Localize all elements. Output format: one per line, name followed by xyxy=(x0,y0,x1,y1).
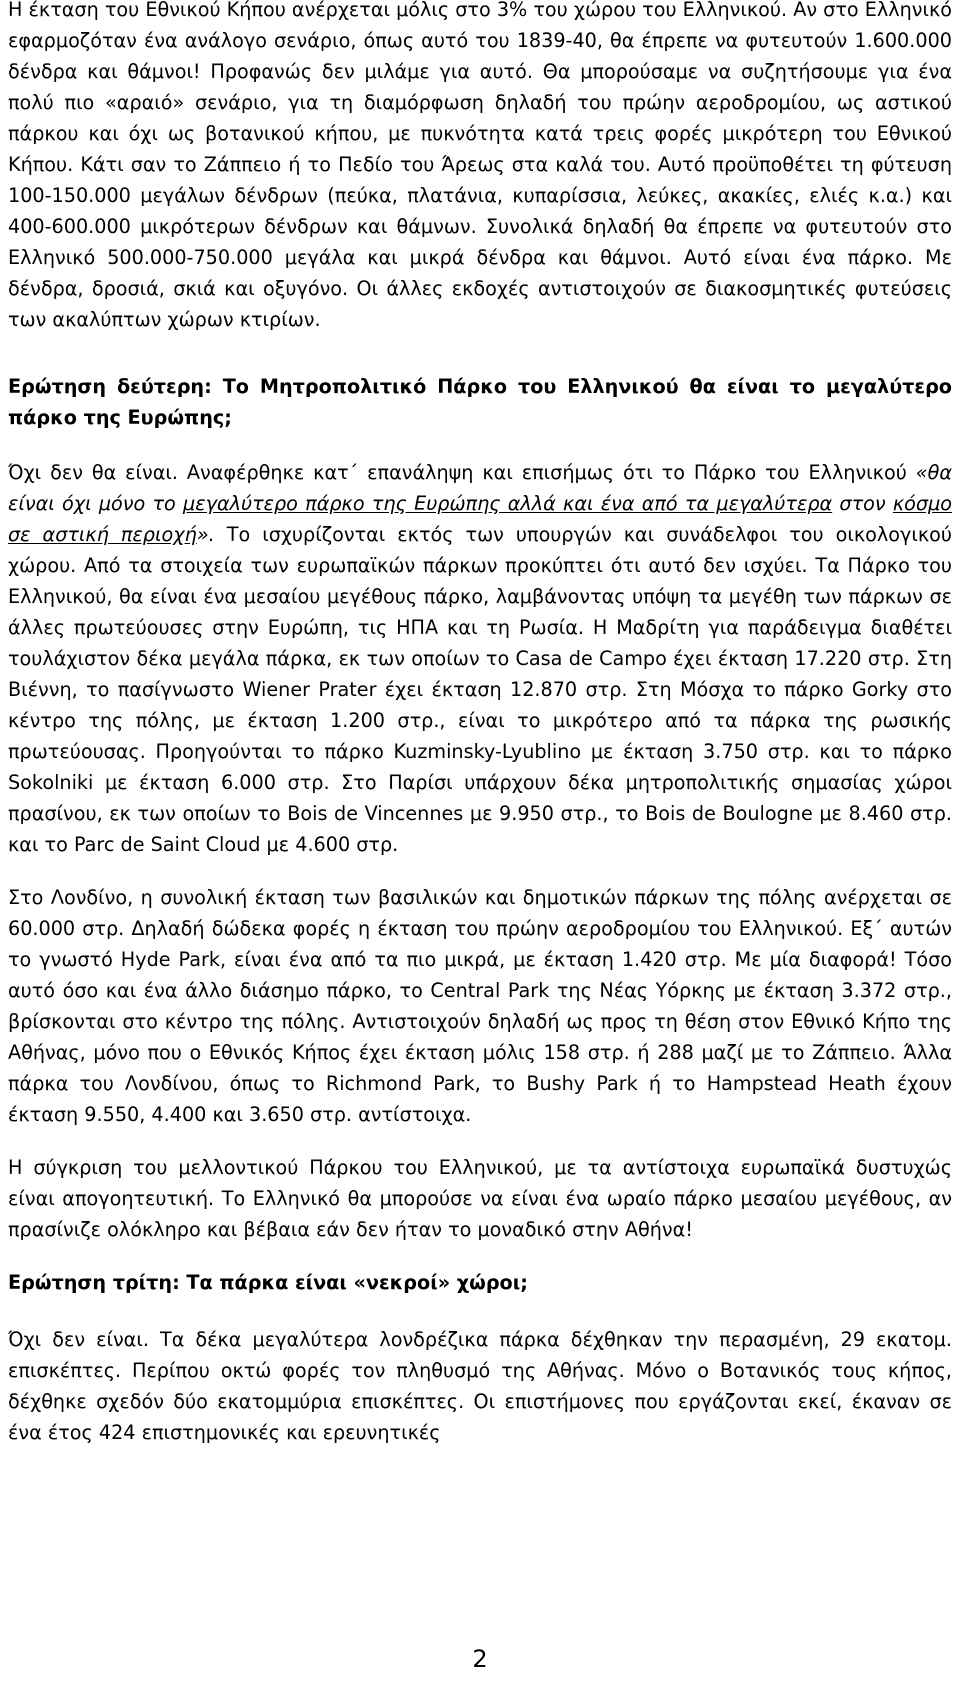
paragraph-park-visitors: Όχι δεν είναι. Τα δέκα μεγαλύτερα λονδρέζικα πάρκα δέχθηκαν την περασμένη, 29 εκατομ. επισκέπτες. Περίπου οκτώ φορές τον πληθυσμό της Αθήνας. Μόνο ο Βοτανικός τους κήπος, δέχθηκε σχεδόν δύο εκατομμύρια επισκέπτες. Οι επιστήμονες που εργάζονται εκεί, έκαναν σε ένα έτος 424 επιστημονικές και ερευνητικές xyxy=(8,1328,952,1444)
heading-question-two: Ερώτηση δεύτερη: Το Μητροπολιτικό Πάρκο του Ελληνικού θα είναι το μεγαλύτερο πάρκο της Ευρώπης; xyxy=(8,375,952,429)
quote-underlined-segment: κόσμο σε αστική περιοχή xyxy=(8,492,953,546)
heading-question-three: Ερώτηση τρίτη: Τα πάρκα είναι «νεκροί» χώροι; xyxy=(8,1271,528,1294)
text-segment: Το ισχυρίζονται εκτός των υπουργών και συνάδελφοι του οικολογικού χώρου. Από τα στοιχεία των ευρωπαϊκών πάρκων προκύπτει ότι αυτό δεν ισχύει. Τα Πάρκο του Ελληνικού, θα είναι ένα μεσαίου μεγέθους πάρκο, λαμβάνοντας υπόψη τα μεγέθη των πάρκων σε άλλες πρωτεύουσες στην Ευρώπη, τις ΗΠΑ και τη Ρωσία. Η Μαδρίτη για παράδειγμα διαθέτει τουλάχιστον δέκα μεγάλα πάρκα, εκ των οποίων το Casa de Campo έχει έκταση 17.220 στρ. Στη Βιέννη, το πασίγνωστο Wiener Prater έχει έκταση 12.870 στρ. Στη Μόσχα το πάρκο Gorky στο κέντρο της πόλης, με έκταση 1.200 στρ., είναι το μικρότερο από τα πάρκα της ρωσικής πρωτεύουσας. Προηγούνται το πάρκο Kuzminsky-Lyublino με έκταση 3.750 στρ. και το πάρκο Sokolniki με έκταση 6.000 στρ. Στο Παρίσι υπάρχουν δέκα μητροπολιτικής σημασίας χώροι πρασίνου, εκ των οποίων το Bois de Vincennes με 9.950 στρ., το Bois de Boulogne με 8.460 στρ. και το Parc de Saint Cloud με 4.600 στρ. xyxy=(8,523,952,856)
quote-segment: στον xyxy=(832,492,893,515)
paragraph-national-garden-comparison: Η έκταση του Εθνικού Κήπου ανέρχεται μόλις στο 3% του χώρου του Ελληνικού. Αν στο Ελληνικό εφαρμοζόταν ένα ανάλογο σενάριο, όπως αυτό του 1839-40, θα έπρεπε να φυτευτούν 1.600.000 δένδρα και θάμνοι! Προφανώς δεν μιλάμε για αυτό. Θα μπορούσαμε να συζητήσουμε για ένα πολύ πιο «αραιό» σενάριο, για τη διαμόρφωση δηλαδή του πρώην αεροδρομίου, ως αστικού πάρκου και όχι ως βοτανικού κήπου, με πυκνότητα κατά τρεις φορές μικρότερη του Εθνικού Κήπου. Κάτι σαν το Ζάππειο ή το Πεδίο του Άρεως στα καλά του. Αυτό προϋποθέτει τη φύτευση 100-150.000 μεγάλων δένδρων (πεύκα, πλατάνια, κυπαρίσσια, λεύκες, ακακίες, ελιές κ.α.) και 400-600.000 μικρότερων δένδρων και θάμνων. Συνολικά δηλαδή θα έπρεπε να φυτευτούν στο Ελληνικό 500.000-750.000 μεγάλα και μικρά δένδρα και θάμνοι. Αυτό είναι ένα πάρκο. Με δένδρα, δροσιά, σκιά και οξυγόνο. Οι άλλες εκδοχές αντιστοιχούν σε διακοσμητικές φυτεύσεις των ακαλύπτων χώρων κτιρίων. xyxy=(8,0,952,331)
text-segment: Όχι δεν θα είναι. Αναφέρθηκε κατ΄ επανάληψη και επισήμως ότι το Πάρκο του Ελληνικού xyxy=(8,461,916,484)
paragraph-london-parks: Στο Λονδίνο, η συνολική έκταση των βασιλικών και δημοτικών πάρκων της πόλης ανέρχεται σε 60.000 στρ. Δηλαδή δώδεκα φορές η έκταση του πρώην αεροδρομίου του Ελληνικού. Εξ΄ αυτών το γνωστό Hyde Park, είναι ένα από τα πιο μικρά, με έκταση 1.420 στρ. Με μία διαφορά! Τόσο αυτό όσο και ένα άλλο διάσημο πάρκο, το Central Park της Νέας Υόρκης με έκταση 3.372 στρ., βρίσκονται στο κέντρο της πόλης. Αντιστοιχούν δηλαδή ως προς τη θέση στον Εθνικό Κήπο της Αθήνας, μόνο που ο Εθνικός Κήπος έχει έκταση μόλις 158 στρ. ή 288 μαζί με το Ζάππειο. Άλλα πάρκα του Λονδίνου, όπως το Richmond Park, το Bushy Park ή το Hampstead Heath έχουν έκταση 9.550, 4.400 και 3.650 στρ. αντίστοιχα. xyxy=(8,886,952,1126)
paragraph-comparison-conclusion: Η σύγκριση του μελλοντικού Πάρκου του Ελληνικού, με τα αντίστοιχα ευρωπαϊκά δυστυχώς είναι απογοητευτική. Το Ελληνικό θα μπορούσε να είναι ένα ωραίο πάρκο μεσαίου μεγέθους, αν πρασίνιζε ολόκληρο και βέβαια εάν δεν ήταν το μοναδικό στην Αθήνα! xyxy=(8,1156,952,1241)
page-number: 2 xyxy=(472,1645,488,1673)
document-body xyxy=(8,0,952,1470)
quote-segment: ». xyxy=(196,523,215,546)
paragraph-largest-park-claim xyxy=(8,457,952,860)
quote-underlined-segment: μεγαλύτερο πάρκο της Ευρώπης αλλά και ένα από τα μεγαλύτερα xyxy=(183,492,833,515)
quote-segment: «θα είναι όχι μόνο το xyxy=(8,461,952,515)
